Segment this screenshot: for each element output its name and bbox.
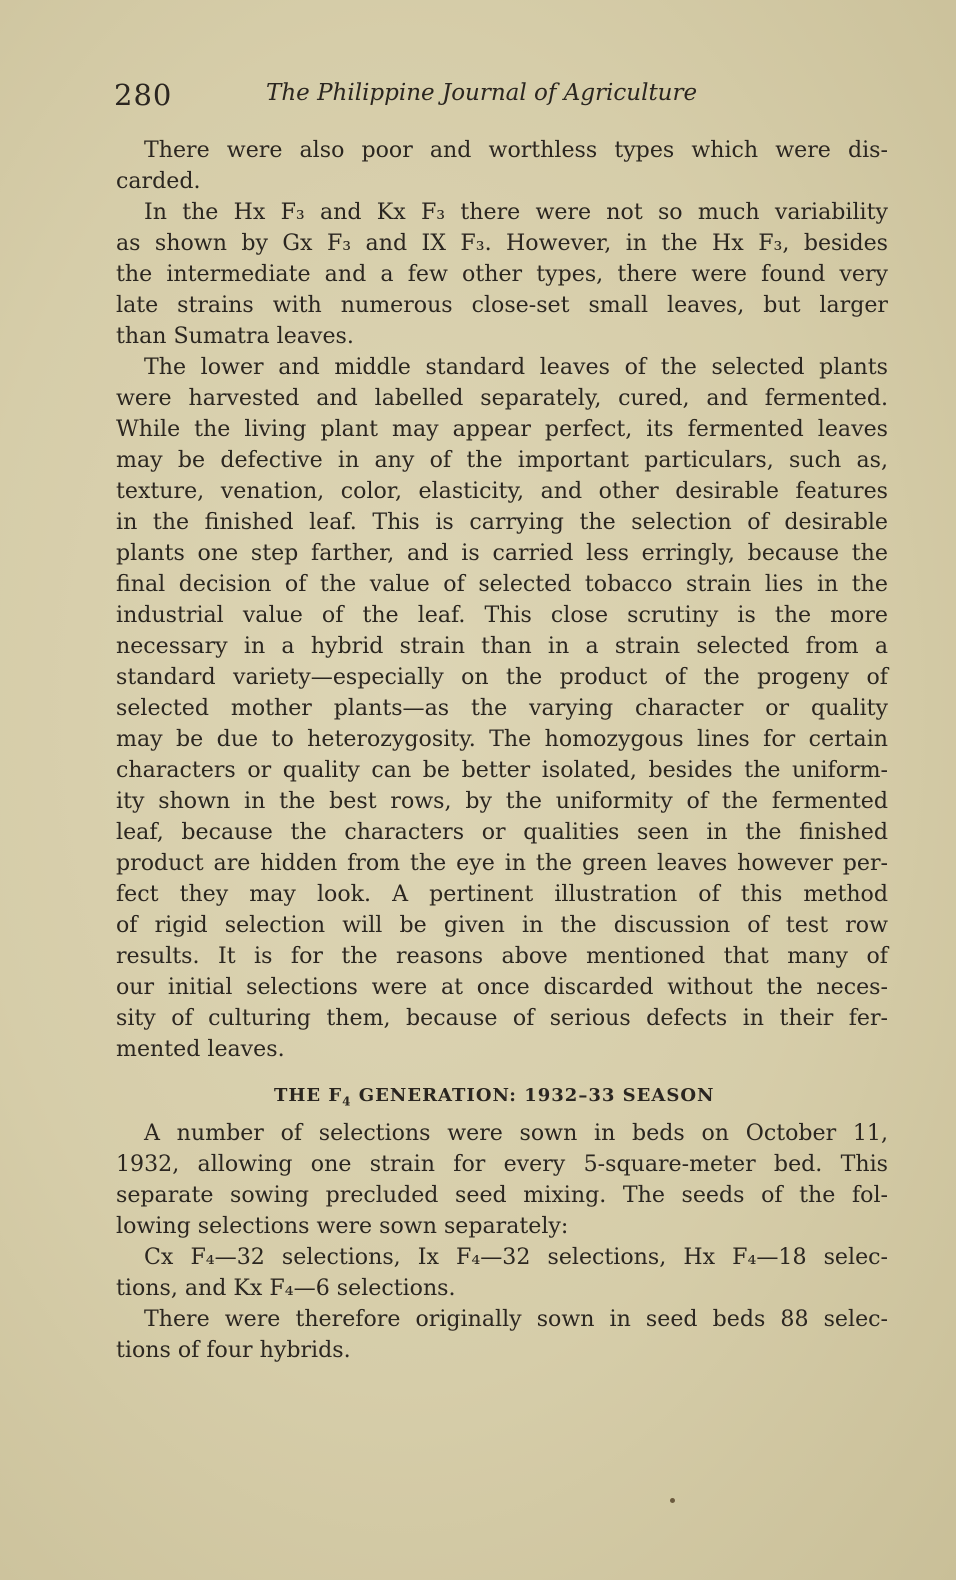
text-line: may be defective in any of the important particulars, such as, [116,447,888,473]
text-line: carded. [116,168,201,194]
text-line: leaf, because the characters or qualities seen in the finished [116,819,888,845]
text-line: late strains with numerous close-set small leaves, but larger [116,292,888,318]
page-number: 280 [114,78,173,112]
text-line: lowing selections were sown separately: [116,1213,569,1239]
text-line: fect they may look. A pertinent illustration of this method [116,881,888,907]
text-line: separate sowing precluded seed mixing. The seeds of the fol- [116,1182,888,1208]
text-line: were harvested and labelled separately, cured, and fermented. [116,385,888,411]
text-line: There were also poor and worthless types which were dis- [144,137,888,163]
text-line: may be due to heterozygosity. The homozygous lines for certain [116,726,888,752]
body-text-top [116,135,888,1065]
text-line: of rigid selection will be given in the discussion of test row [116,912,888,938]
text-line: than Sumatra leaves. [116,323,354,349]
text-line: A number of selections were sown in beds on October 11, [144,1120,888,1146]
running-title: The Philippine Journal of Agriculture [266,80,698,106]
text-line: standard variety—especially on the product of the progeny of [116,664,888,690]
text-line: texture, venation, color, elasticity, and other desirable features [116,478,888,504]
ink-dot [670,1498,675,1503]
section-heading [274,1085,714,1109]
section-heading-prefix: THE F [274,1085,343,1106]
text-line: industrial value of the leaf. This close scrutiny is the more [116,602,888,628]
body-text-bottom [116,1118,888,1366]
text-line: our initial selections were at once discarded without the neces- [116,974,888,1000]
text-line: tions, and Kx F₄—6 selections. [116,1275,456,1301]
text-line: in the finished leaf. This is carrying the selection of desirable [116,509,888,535]
text-line: plants one step farther, and is carried less erringly, because the [116,540,888,566]
text-line: necessary in a hybrid strain than in a strain selected from a [116,633,888,659]
text-line: results. It is for the reasons above mentioned that many of [116,943,888,969]
text-line: sity of culturing them, because of serious defects in their fer- [116,1005,888,1031]
page-header [114,78,754,118]
section-heading-subscript: 4 [342,1094,352,1109]
text-line: While the living plant may appear perfect, its fermented leaves [116,416,888,442]
text-line: as shown by Gx F₃ and IX F₃. However, in the Hx F₃, besides [116,230,888,256]
text-line: final decision of the value of selected tobacco strain lies in the [116,571,888,597]
text-line: ity shown in the best rows, by the uniformity of the fermented [116,788,888,814]
text-line: selected mother plants—as the varying character or quality [116,695,888,721]
text-line: mented leaves. [116,1036,285,1062]
section-heading-suffix: GENERATION: 1932–33 SEASON [351,1085,715,1106]
text-line: 1932, allowing one strain for every 5-square-meter bed. This [116,1151,888,1177]
text-line: characters or quality can be better isolated, besides the uniform- [116,757,888,783]
text-line: Cx F₄—32 selections, Ix F₄—32 selections, Hx F₄—18 selec- [144,1244,888,1270]
text-line: the intermediate and a few other types, there were found very [116,261,888,287]
text-line: tions of four hybrids. [116,1337,351,1363]
text-line: product are hidden from the eye in the green leaves however per- [116,850,888,876]
text-line: The lower and middle standard leaves of the selected plants [144,354,888,380]
text-line: In the Hx F₃ and Kx F₃ there were not so much variability [144,199,888,225]
text-line: There were therefore originally sown in seed beds 88 selec- [144,1306,888,1332]
